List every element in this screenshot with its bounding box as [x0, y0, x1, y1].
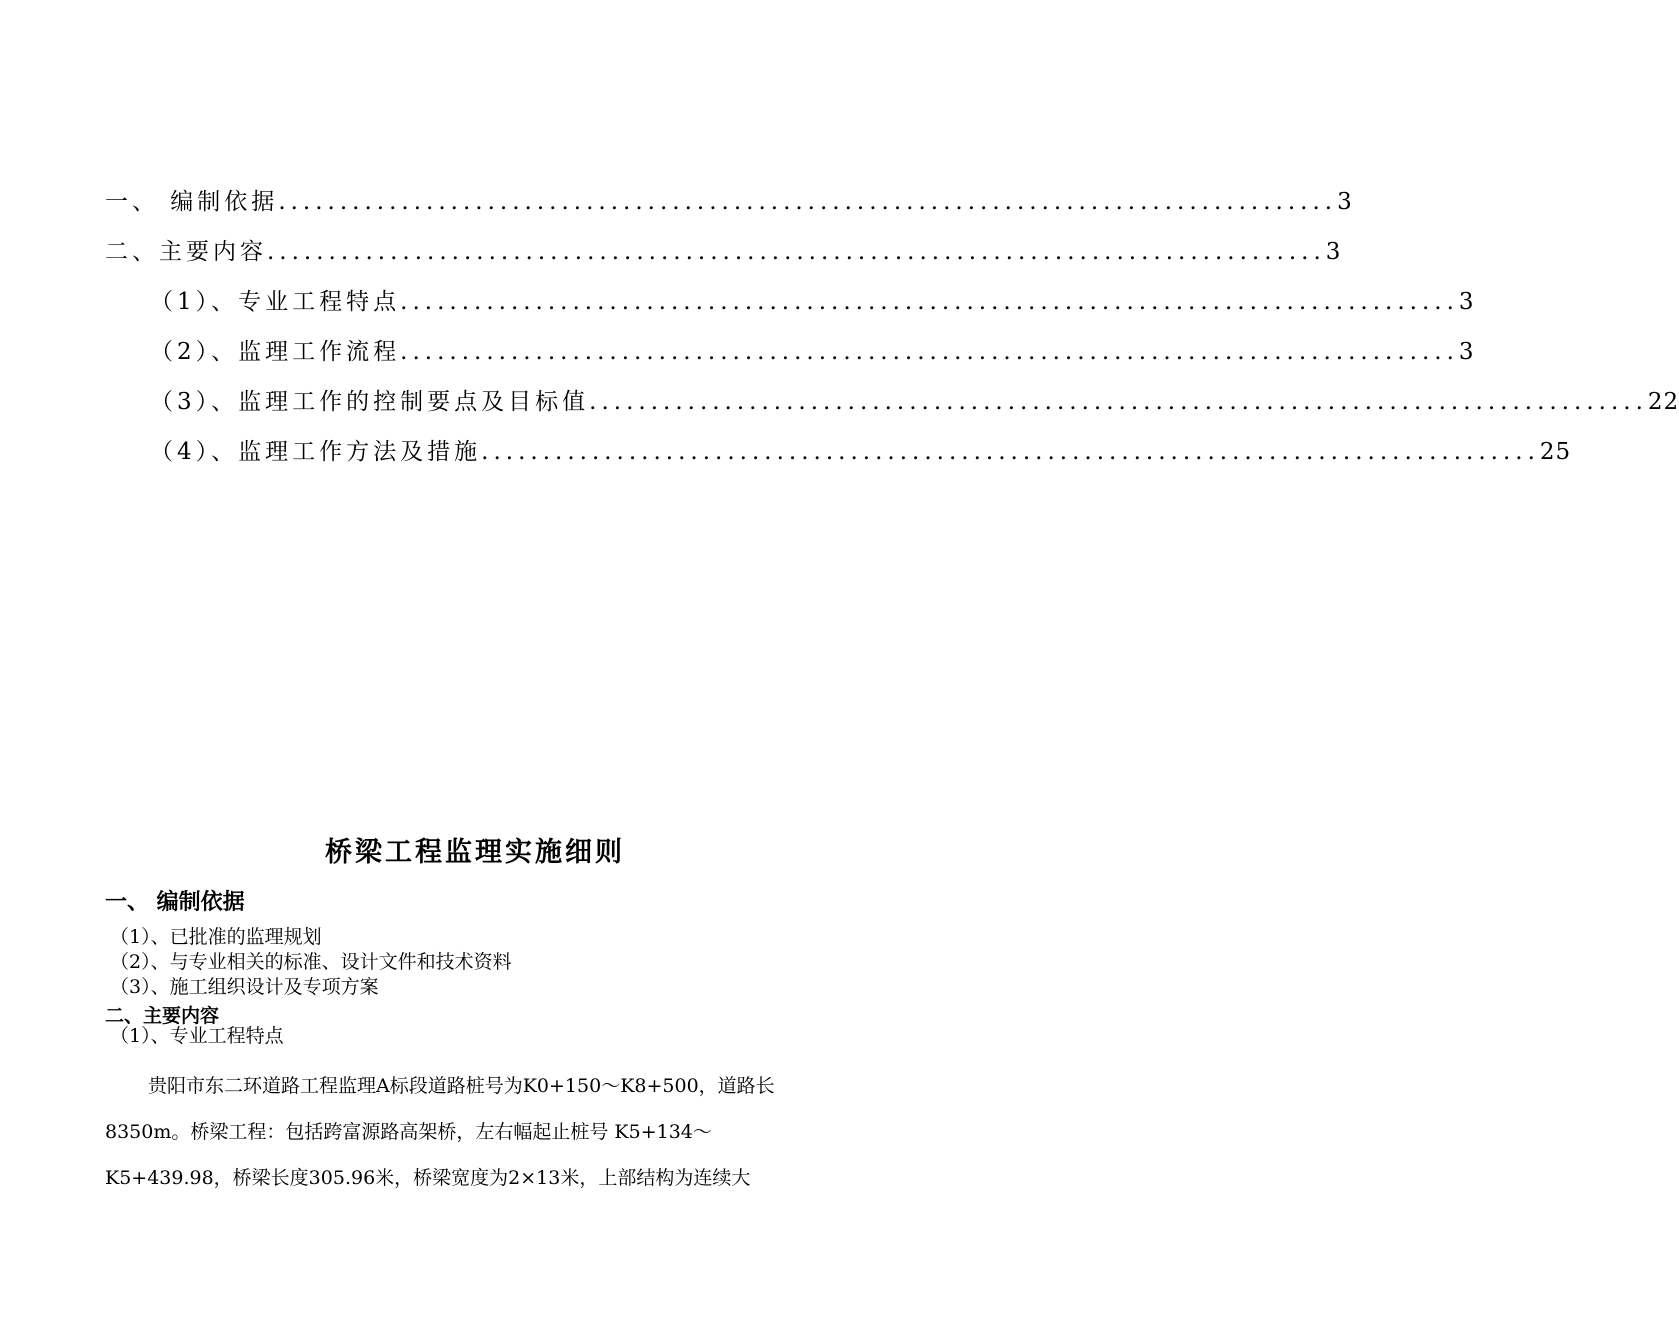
toc-entry-label: （1）、专业工程特点: [150, 289, 401, 315]
paragraph-line: 8350m。桥梁工程：包括跨富源路高架桥，左右幅起止桩号 K5+134～: [105, 1121, 712, 1143]
toc-entry-page: 25: [1539, 439, 1572, 465]
paragraph-line: 贵阳市东二环道路工程监理A标段道路桩号为K0+150～K8+500，道路长: [148, 1075, 775, 1097]
toc-leader-dots: ......................................................................................: [278, 189, 1338, 215]
toc-leader-dots: ......................................................................................: [400, 289, 1459, 315]
toc-entry-label: （4）、监理工作方法及措施: [150, 439, 482, 465]
list-item: （3）、施工组织设计及专项方案: [110, 976, 379, 998]
toc-leader-dots: ......................................................................................: [589, 389, 1648, 415]
toc-entry[interactable]: [105, 283, 1475, 333]
toc-entry-page: 3: [1458, 289, 1475, 315]
document-title: 桥梁工程监理实施细则: [325, 837, 625, 868]
toc-leader-dots: ......................................................................................: [481, 439, 1540, 465]
toc-entry-page: 22: [1647, 389, 1679, 415]
toc-leader-dots: ......................................................................................: [267, 239, 1326, 265]
toc-entry[interactable]: [105, 183, 1353, 233]
subsection-heading: （1）、专业工程特点: [110, 1025, 284, 1047]
list-item: （1）、已批准的监理规划: [110, 926, 322, 948]
toc-entry[interactable]: [105, 233, 1342, 283]
toc-entry-label: （3）、监理工作的控制要点及目标值: [150, 389, 590, 415]
section-heading-content: 二、主要内容: [105, 1005, 220, 1027]
toc-leader-dots: ......................................................................................: [400, 339, 1459, 365]
body-paragraph: [105, 1063, 850, 1201]
section-heading-basis: 一、 编制依据: [105, 890, 245, 915]
toc-entry-label: 二、主要内容: [105, 239, 267, 265]
toc-entry-page: 3: [1337, 189, 1353, 215]
toc-entry[interactable]: [105, 433, 1572, 483]
toc-entry[interactable]: [105, 333, 1475, 383]
list-item: （2）、与专业相关的标准、设计文件和技术资料: [110, 951, 512, 973]
table-of-contents: [105, 183, 1679, 483]
toc-entry-label: （2）、监理工作流程: [150, 339, 401, 365]
paragraph-line: K5+439.98，桥梁长度305.96米，桥梁宽度为2×13米，上部结构为连续大: [105, 1167, 751, 1189]
toc-entry[interactable]: [105, 383, 1679, 433]
toc-entry-page: 3: [1458, 339, 1475, 365]
toc-entry-page: 3: [1325, 239, 1342, 265]
toc-entry-label: 一、 编制依据: [105, 189, 279, 215]
